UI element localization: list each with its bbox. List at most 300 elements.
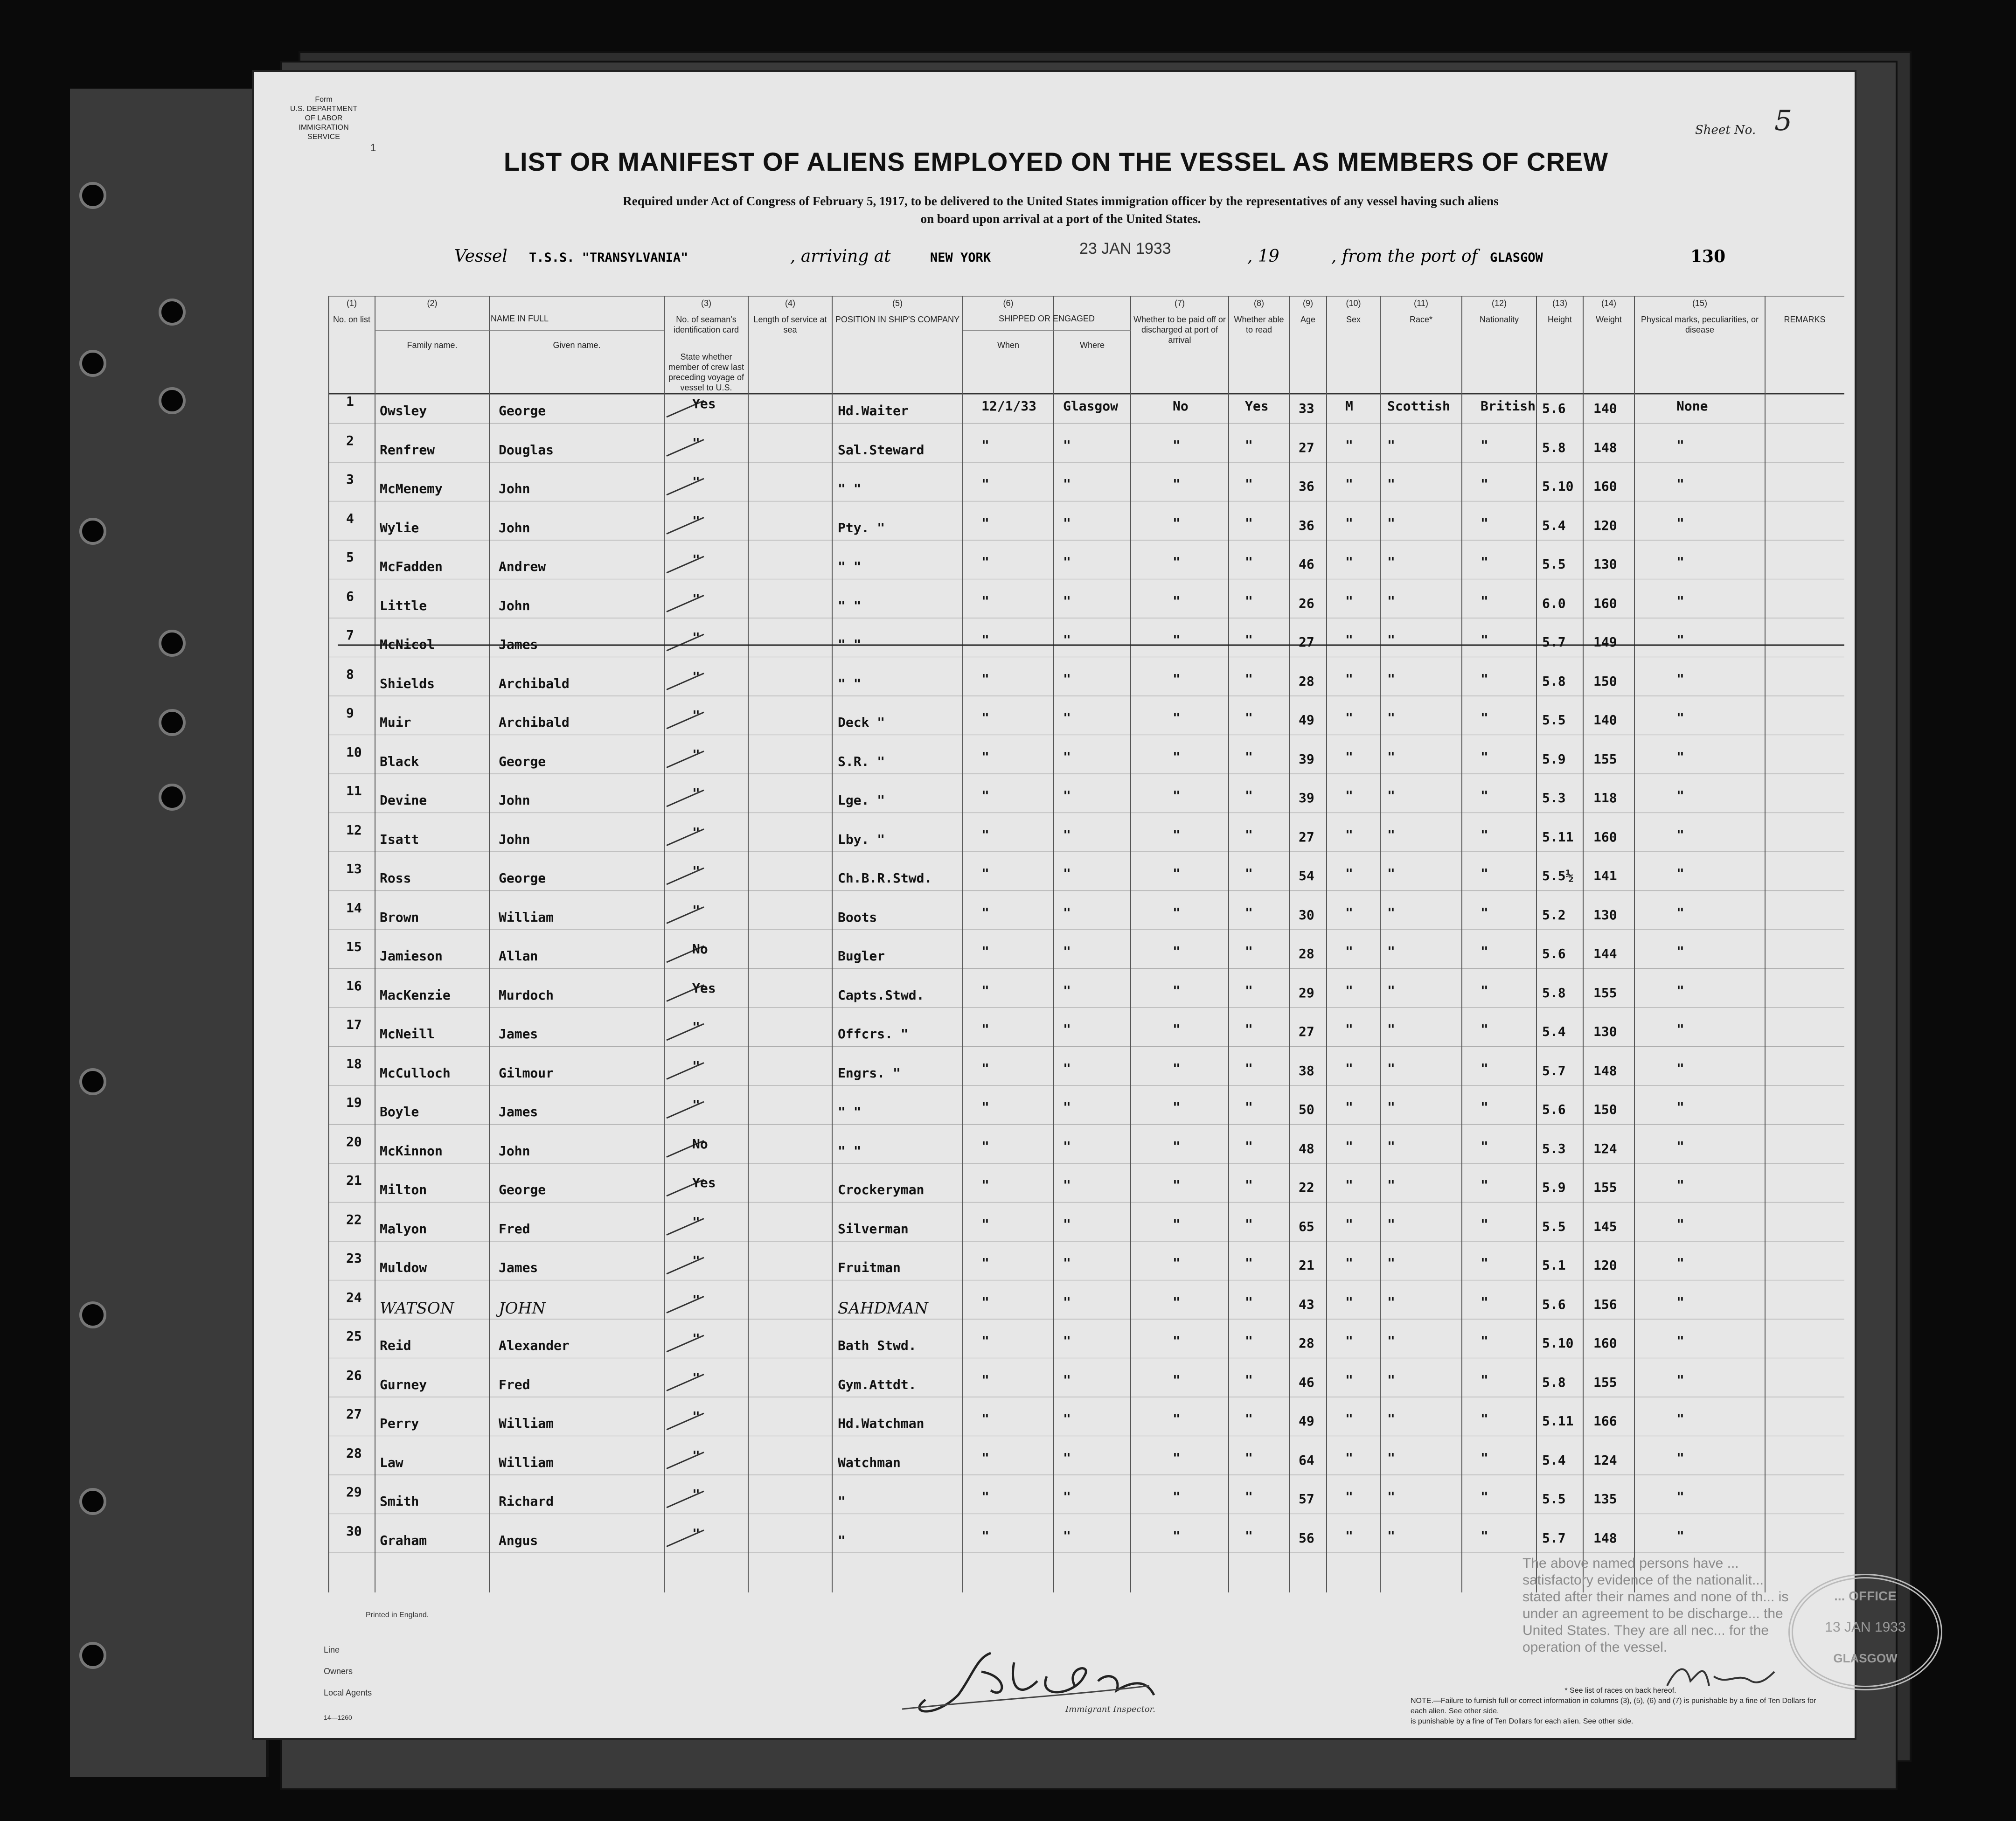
row-number: 2 (346, 432, 354, 448)
column-number: (6) (1003, 299, 1014, 308)
card-status: " (692, 1409, 700, 1424)
age: 33 (1299, 401, 1314, 416)
given-name: James (499, 1104, 538, 1119)
able-to-read: " (1245, 827, 1253, 842)
family-name: MacKenzie (380, 987, 451, 1003)
sex: " (1345, 671, 1353, 687)
position: " " (838, 598, 862, 613)
race: " (1387, 1450, 1395, 1466)
binder-hole (159, 709, 186, 736)
family-name: WATSON (380, 1299, 454, 1318)
race: " (1387, 554, 1395, 570)
height: 5.4 (1542, 1452, 1566, 1468)
position: " " (838, 559, 862, 574)
card-status: " (692, 1253, 700, 1268)
card-status: " (692, 435, 700, 451)
family-name: McMenemy (380, 481, 443, 496)
sex: " (1345, 1022, 1353, 1037)
weight: 124 (1593, 1452, 1617, 1468)
position: Crockeryman (838, 1182, 925, 1197)
vessel-line (454, 240, 1807, 275)
height: 5.7 (1542, 1063, 1566, 1078)
nationality: " (1481, 1411, 1488, 1426)
shipped-when: " (981, 904, 989, 920)
paid-off: " (1173, 1099, 1181, 1115)
from-port-label: , from the port of (1331, 247, 1478, 266)
family-name: Perry (380, 1416, 419, 1431)
office-stamp (1788, 1574, 1942, 1690)
position: Bugler (838, 948, 885, 964)
binder-hole (79, 1488, 106, 1515)
family-name: Jamieson (380, 948, 443, 964)
weight: 156 (1593, 1296, 1617, 1312)
family-name: Boyle (380, 1104, 419, 1119)
nationality: " (1481, 944, 1488, 959)
sex: " (1345, 476, 1353, 492)
shipped-when: " (981, 1528, 989, 1543)
paid-off: " (1173, 1528, 1181, 1543)
paid-off: " (1173, 1489, 1181, 1504)
card-status: " (692, 1331, 700, 1346)
shipped-when: " (981, 1372, 989, 1388)
position: " (838, 1494, 846, 1509)
height: 5.3 (1542, 790, 1566, 806)
card-status: Yes (692, 396, 716, 411)
age: 39 (1299, 751, 1314, 767)
shipped-when: " (981, 1294, 989, 1310)
sheet-no-label: Sheet No. (1695, 123, 1756, 137)
row-number: 21 (346, 1173, 362, 1188)
shipped-where: " (1063, 944, 1071, 959)
position: SAHDMAN (838, 1299, 928, 1318)
family-name: Muldow (380, 1260, 427, 1275)
nationality: " (1481, 866, 1488, 881)
given-name: John (499, 792, 530, 808)
shipped-when: " (981, 710, 989, 725)
column-header: Where (1079, 341, 1105, 350)
service: IMMIGRATION SERVICE (299, 124, 349, 141)
able-to-read: Yes (1245, 398, 1269, 414)
column-number: (2) (427, 299, 438, 308)
weight: 135 (1593, 1491, 1617, 1507)
able-to-read: " (1245, 866, 1253, 881)
shipped-when: " (981, 1255, 989, 1271)
inspector-caption: Immigrant Inspector. (1065, 1704, 1156, 1714)
row-number: 18 (346, 1056, 362, 1071)
age: 43 (1299, 1296, 1314, 1312)
family-name: Gurney (380, 1376, 427, 1392)
binder-hole (159, 630, 186, 657)
family-name: Smith (380, 1494, 419, 1509)
position: " " (838, 1143, 862, 1159)
age: 36 (1299, 479, 1314, 494)
sex: " (1345, 827, 1353, 842)
shipped-when: " (981, 1060, 989, 1076)
nationality: " (1481, 1333, 1488, 1348)
given-name: John (499, 831, 530, 847)
column-header: Given name. (553, 341, 601, 350)
race: " (1387, 710, 1395, 725)
nationality: " (1481, 1022, 1488, 1037)
nationality: " (1481, 982, 1488, 998)
height: 5.4 (1542, 517, 1566, 533)
race: " (1387, 788, 1395, 803)
physical-marks: " (1676, 632, 1684, 647)
physical-marks: " (1676, 1060, 1684, 1076)
sex: " (1345, 1450, 1353, 1466)
weight: 144 (1593, 946, 1617, 961)
given-name: William (499, 909, 554, 925)
height: 5.5 (1542, 1491, 1566, 1507)
age: 57 (1299, 1491, 1314, 1507)
card-status: " (692, 824, 700, 840)
paid-off: " (1173, 944, 1181, 959)
nationality: " (1481, 827, 1488, 842)
shipped-when: " (981, 1022, 989, 1037)
given-name: Andrew (499, 559, 546, 574)
race: " (1387, 476, 1395, 492)
given-name: John (499, 481, 530, 496)
arrival-port: NEW YORK (930, 250, 991, 265)
sex: " (1345, 710, 1353, 725)
card-status: " (692, 1487, 700, 1502)
card-status: " (692, 863, 700, 879)
shipped-where: " (1063, 632, 1071, 647)
vessel-label: Vessel (454, 247, 507, 266)
shipped-when: " (981, 1177, 989, 1193)
binder-hole (79, 182, 106, 209)
row-number: 26 (346, 1367, 362, 1383)
given-name: William (499, 1454, 554, 1470)
shipped-when: " (981, 1138, 989, 1154)
given-name: George (499, 753, 546, 769)
vessel-name: T.S.S. "TRANSYLVANIA" (529, 250, 688, 265)
department: U.S. DEPARTMENT OF LABOR (290, 105, 358, 122)
binder-spine (70, 89, 269, 1777)
able-to-read: " (1245, 1216, 1253, 1232)
height: 5.3 (1542, 1140, 1566, 1156)
sex: " (1345, 554, 1353, 570)
sex: " (1345, 866, 1353, 881)
race: " (1387, 749, 1395, 765)
shipped-when: " (981, 866, 989, 881)
column-header: POSITION IN SHIP'S COMPANY (835, 315, 960, 324)
row-number: 3 (346, 472, 354, 487)
column-header: Height (1547, 315, 1572, 324)
paid-off: " (1173, 554, 1181, 570)
physical-marks: " (1676, 1333, 1684, 1348)
row-number: 10 (346, 744, 362, 760)
position: Silverman (838, 1221, 909, 1237)
able-to-read: " (1245, 1450, 1253, 1466)
physical-marks: " (1676, 1177, 1684, 1193)
height: 5.5 (1542, 712, 1566, 728)
physical-marks: " (1676, 1255, 1684, 1271)
weight: 160 (1593, 829, 1617, 845)
row-number: 12 (346, 822, 362, 838)
paid-off: " (1173, 1216, 1181, 1232)
column-header: No. on list (333, 315, 371, 324)
shipped-where: " (1063, 1060, 1071, 1076)
race-footnote: * See list of races on back hereof. (1564, 1687, 1676, 1695)
able-to-read: " (1245, 476, 1253, 492)
card-status: " (692, 668, 700, 684)
card-status: " (692, 1369, 700, 1385)
weight: 140 (1593, 712, 1617, 728)
height: 5.10 (1542, 479, 1574, 494)
row-number: 1 (346, 394, 354, 409)
age: 49 (1299, 712, 1314, 728)
family-name: Little (380, 598, 427, 613)
family-name: McNicol (380, 637, 435, 652)
family-name: Wylie (380, 520, 419, 535)
row-number: 7 (346, 627, 354, 643)
weight: 120 (1593, 517, 1617, 533)
able-to-read: " (1245, 788, 1253, 803)
card-status: " (692, 1058, 700, 1074)
physical-marks: " (1676, 1411, 1684, 1426)
weight: 149 (1593, 634, 1617, 650)
age: 50 (1299, 1102, 1314, 1117)
given-name: Fred (499, 1221, 530, 1237)
family-name: Devine (380, 792, 427, 808)
age: 65 (1299, 1218, 1314, 1234)
card-status: " (692, 746, 700, 762)
given-name: James (499, 637, 538, 652)
column-header: Length of service at sea (753, 315, 827, 334)
race: " (1387, 1177, 1395, 1193)
race: " (1387, 1333, 1395, 1348)
able-to-read: " (1245, 1138, 1253, 1154)
card-status: " (692, 630, 700, 645)
age: 27 (1299, 829, 1314, 845)
height: 5.6 (1542, 401, 1566, 416)
arriving-label: , arriving at (790, 247, 891, 266)
position: Ch.B.R.Stwd. (838, 870, 932, 886)
column-number: (12) (1491, 299, 1507, 308)
weight: 130 (1593, 907, 1617, 923)
able-to-read: " (1245, 1099, 1253, 1115)
weight: 160 (1593, 595, 1617, 611)
given-name: Gilmour (499, 1065, 554, 1081)
sex: " (1345, 437, 1353, 453)
age: 56 (1299, 1530, 1314, 1546)
race: " (1387, 1255, 1395, 1271)
initials-signature (1662, 1658, 1779, 1695)
shipped-where: " (1063, 554, 1071, 570)
page-subtitle (384, 192, 1737, 228)
given-name: Archibald (499, 675, 570, 691)
race: " (1387, 827, 1395, 842)
row-number: 5 (346, 549, 354, 565)
age: 22 (1299, 1180, 1314, 1195)
sex: " (1345, 1372, 1353, 1388)
sex: " (1345, 1528, 1353, 1543)
age: 28 (1299, 1335, 1314, 1351)
physical-marks: " (1676, 982, 1684, 998)
nationality: " (1481, 1528, 1488, 1543)
height: 5.11 (1542, 829, 1574, 845)
sex: " (1345, 1099, 1353, 1115)
sheet-mark: 1 (370, 142, 376, 153)
given-name: Fred (499, 1376, 530, 1392)
position: Bath Stwd. (838, 1338, 917, 1353)
able-to-read: " (1245, 1294, 1253, 1310)
physical-marks: " (1676, 1294, 1684, 1310)
shipped-when: " (981, 982, 989, 998)
able-to-read: " (1245, 554, 1253, 570)
position: " " (838, 675, 862, 691)
paid-off: " (1173, 671, 1181, 687)
sex: " (1345, 1177, 1353, 1193)
position: Offcrs. " (838, 1026, 909, 1042)
family-name: McFadden (380, 559, 443, 574)
age: 46 (1299, 556, 1314, 572)
subtitle-line-1: Required under Act of Congress of February 5, 1917, to be delivered to the United States immigration officer by the representatives of any vessel having such aliens (623, 194, 1499, 208)
physical-marks: " (1676, 671, 1684, 687)
nationality: " (1481, 904, 1488, 920)
position: Gym.Attdt. (838, 1376, 917, 1392)
shipped-when: " (981, 515, 989, 531)
shipped-where: " (1063, 1489, 1071, 1504)
shipped-where: " (1063, 904, 1071, 920)
physical-marks: " (1676, 944, 1684, 959)
card-note: State whether member of crew last preceding voyage of vessel to U.S. (668, 352, 744, 392)
height: 5.7 (1542, 634, 1566, 650)
race: " (1387, 1372, 1395, 1388)
column-number: (7) (1175, 299, 1185, 308)
height: 5.6 (1542, 1296, 1566, 1312)
position: Hd.Watchman (838, 1416, 925, 1431)
position: Hd.Waiter (838, 403, 909, 418)
position: Lby. " (838, 831, 885, 847)
age: 28 (1299, 673, 1314, 689)
nationality: " (1481, 1450, 1488, 1466)
race: " (1387, 1411, 1395, 1426)
nationality: " (1481, 1372, 1488, 1388)
family-name: Milton (380, 1182, 427, 1197)
given-name: George (499, 870, 546, 886)
height: 5.5 (1542, 556, 1566, 572)
page-title: LIST OR MANIFEST OF ALIENS EMPLOYED ON THE VESSEL AS MEMBERS OF CREW (503, 147, 1609, 176)
binder-hole (159, 299, 186, 326)
shipped-where: " (1063, 1177, 1071, 1193)
column-number: (13) (1552, 299, 1567, 308)
card-status: " (692, 1525, 700, 1541)
date-stamp: 23 JAN 1933 (1079, 240, 1171, 257)
able-to-read: " (1245, 1177, 1253, 1193)
paid-off: " (1173, 1060, 1181, 1076)
nationality: " (1481, 1294, 1488, 1310)
sex: " (1345, 904, 1353, 920)
physical-marks: " (1676, 827, 1684, 842)
row-number: 14 (346, 900, 362, 916)
able-to-read: " (1245, 632, 1253, 647)
column-header: Whether to be paid off or discharged at port of arrival (1133, 315, 1226, 345)
race: " (1387, 1099, 1395, 1115)
physical-marks: None (1676, 398, 1708, 414)
physical-marks: " (1676, 476, 1684, 492)
nationality: " (1481, 632, 1488, 647)
physical-marks: " (1676, 1450, 1684, 1466)
physical-marks: " (1676, 904, 1684, 920)
position: " " (838, 1104, 862, 1119)
family-name: Brown (380, 909, 419, 925)
nationality: " (1481, 1138, 1488, 1154)
binder-hole (159, 387, 186, 414)
position: Fruitman (838, 1260, 901, 1275)
shipped-when: " (981, 1216, 989, 1232)
able-to-read: " (1245, 1489, 1253, 1504)
family-name: Malyon (380, 1221, 427, 1237)
row-number: 13 (346, 861, 362, 876)
height: 5.10 (1542, 1335, 1574, 1351)
column-header: Sex (1346, 315, 1361, 324)
weight: 155 (1593, 1374, 1617, 1390)
paid-off: " (1173, 866, 1181, 881)
shipped-where: " (1063, 671, 1071, 687)
age: 39 (1299, 790, 1314, 806)
column-header: Family name. (407, 341, 458, 350)
page-ref-number: 130 (1690, 247, 1726, 266)
weight: 130 (1593, 556, 1617, 572)
race: " (1387, 593, 1395, 609)
shipped-where: " (1063, 1216, 1071, 1232)
given-name: Alexander (499, 1338, 570, 1353)
height: 5.7 (1542, 1530, 1566, 1546)
position: Boots (838, 909, 877, 925)
paid-off: " (1173, 788, 1181, 803)
weight: 150 (1593, 1102, 1617, 1117)
nationality: " (1481, 1060, 1488, 1076)
row-number: 19 (346, 1095, 362, 1110)
age: 48 (1299, 1140, 1314, 1156)
nationality-stamp (1522, 1555, 1802, 1656)
row-number: 22 (346, 1211, 362, 1227)
race: " (1387, 1060, 1395, 1076)
position: Pty. " (838, 520, 885, 535)
row-number: 20 (346, 1133, 362, 1149)
weight: 155 (1593, 1180, 1617, 1195)
given-name: Archibald (499, 715, 570, 730)
able-to-read: " (1245, 1060, 1253, 1076)
shipped-where: " (1063, 1099, 1071, 1115)
paid-off: " (1173, 593, 1181, 609)
physical-marks: " (1676, 437, 1684, 453)
weight: 160 (1593, 1335, 1617, 1351)
shipped-when: " (981, 1489, 989, 1504)
card-status: " (692, 1292, 700, 1307)
shipped-where: " (1063, 1411, 1071, 1426)
shipped-where: " (1063, 827, 1071, 842)
family-name: Ross (380, 870, 411, 886)
row-number: 24 (346, 1289, 362, 1305)
physical-marks: " (1676, 788, 1684, 803)
shipped-when: " (981, 437, 989, 453)
sex: " (1345, 1138, 1353, 1154)
height: 5.8 (1542, 1374, 1566, 1390)
nationality: British (1481, 398, 1536, 414)
height: 5.6 (1542, 946, 1566, 961)
column-number: (1) (347, 299, 357, 308)
physical-marks: " (1676, 1216, 1684, 1232)
column-number: (14) (1601, 299, 1616, 308)
race: " (1387, 1138, 1395, 1154)
shipped-when: " (981, 632, 989, 647)
able-to-read: " (1245, 1528, 1253, 1543)
card-status: No (692, 1136, 708, 1152)
physical-marks: " (1676, 1489, 1684, 1504)
